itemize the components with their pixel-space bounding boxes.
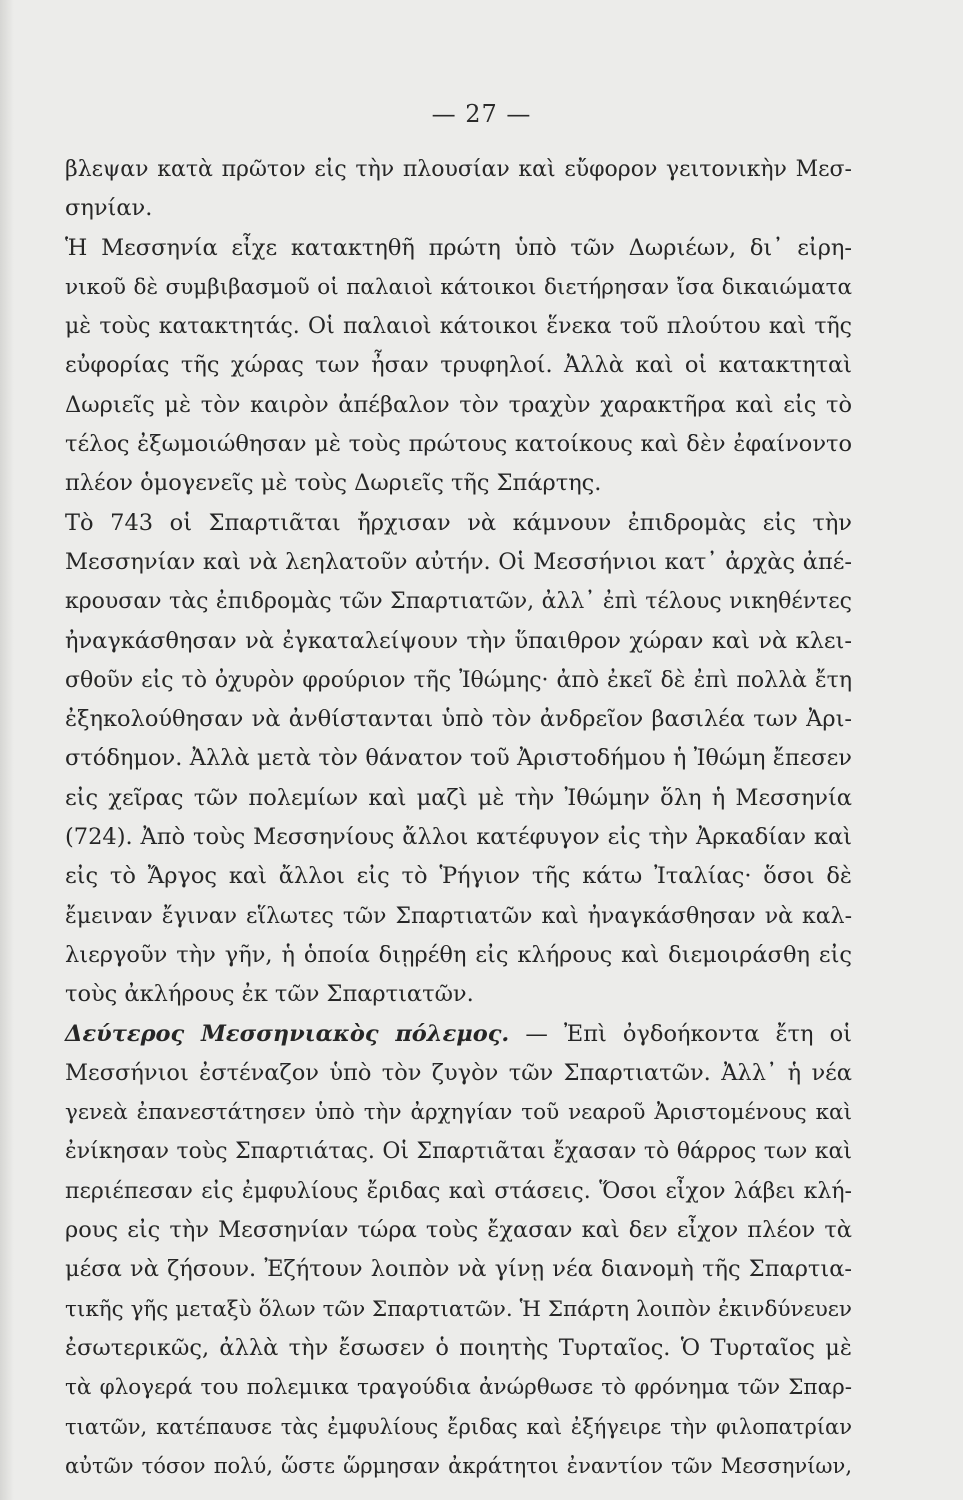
line-text: μέσα νὰ ζήσουν. Ἐζήτουν λοιπὸν νὰ γίνῃ νέα διανομὴ τῆς Σπαρτια- [65, 1256, 852, 1283]
body-text [65, 150, 852, 1486]
text-line [65, 1290, 852, 1329]
text-line [65, 1211, 852, 1250]
text-line [65, 936, 852, 975]
line-text: τὰ φλογερά του πολεμικα τραγούδια ἀνώρθωσε τὸ φρόνημα τῶν Σπαρ- [65, 1375, 852, 1401]
line-text: ἐνίκησαν τοὺς Σπαρτιάτας. Οἱ Σπαρτιᾶται ἔχασαν τὸ θάρρος των καὶ [65, 1139, 852, 1165]
line-text: βλεψαν κατὰ πρῶτον εἰς τὴν πλουσίαν καὶ εὔφορον γειτονικὴν Μεσ- [65, 157, 852, 182]
text-line [65, 543, 852, 582]
page-edge-shadow [0, 0, 14, 1500]
line-text: στόδημον. Ἀλλὰ μετὰ τὸν θάνατον τοῦ Ἀριστοδήμου ἡ Ἰθώμη ἔπεσεν [65, 745, 852, 772]
text-line [65, 268, 852, 307]
text-line [65, 622, 852, 661]
line-text: ἐσωτερικῶς, ἀλλὰ τὴν ἔσωσεν ὁ ποιητὴς Τυρταῖος. Ὁ Τυρταῖος μὲ [65, 1334, 852, 1361]
line-text: Ἡ Μεσσηνία εἶχε κατακτηθῆ πρώτη ὑπὸ τῶν Δωριέων, δι᾽ εἰρη- [65, 234, 852, 261]
text-line [65, 386, 852, 425]
text-line [65, 818, 852, 857]
line-text: σηνίαν. [65, 195, 153, 222]
line-text: ἔμειναν ἔγιναν εἵλωτες τῶν Σπαρτιατῶν καὶ ἠναγκάσθησαν νὰ καλ- [65, 903, 852, 929]
line-text: σθοῦν εἰς τὸ ὀχυρὸν φρούριον τῆς Ἰθώμης· ἀπὸ ἐκεῖ δὲ ἐπὶ πολλὰ ἔτη [65, 667, 852, 693]
text-line [65, 229, 852, 268]
line-text: μὲ τοὺς κατακτητάς. Οἱ παλαιοὶ κάτοικοι ἕνεκα τοῦ πλούτου καὶ τῆς [65, 314, 852, 340]
line-text: νικοῦ δὲ συμβιβασμοῦ οἱ παλαιοὶ κάτοικοι διετήρησαν ἴσα δικαιώματα [65, 274, 852, 300]
text-line [65, 1447, 852, 1486]
text-line [65, 1015, 852, 1054]
line-text: τοὺς ἀκλήρους ἐκ τῶν Σπαρτιατῶν. [65, 981, 474, 1008]
text-line [65, 661, 852, 700]
text-line [65, 779, 852, 818]
text-line [65, 582, 852, 621]
page-number: — 27 — [431, 100, 532, 128]
text-line [65, 1093, 852, 1132]
line-text: περιέπεσαν εἰς ἐμφυλίους ἔριδας καὶ στάσεις. Ὅσοι εἶχον λάβει κλή- [65, 1178, 852, 1204]
line-text: τέλος ἐξωμοιώθησαν μὲ τοὺς πρώτους κατοίκους καὶ δὲν ἐφαίνοντο [65, 431, 852, 458]
line-text: αὐτῶν τόσον πολύ, ὥστε ὥρμησαν ἀκράτητοι ἐναντίον τῶν Μεσσηνίων, [65, 1453, 852, 1478]
text-line [65, 857, 852, 896]
text-line [65, 1132, 852, 1171]
line-text: Δωριεῖς μὲ τὸν καιρὸν ἀπέβαλον τὸν τραχὺν χαρακτῆρα καὶ εἰς τὸ [65, 391, 852, 418]
line-text: εὐφορίας τῆς χώρας των ἦσαν τρυφηλοί. Ἀλλὰ καὶ οἱ κατακτηταὶ [65, 352, 852, 379]
section-heading: Δεύτερος Μεσσηνιακὸς πόλεμος. [65, 1020, 510, 1047]
text-line [65, 464, 852, 503]
line-text: ἠναγκάσθησαν νὰ ἐγκαταλείψουν τὴν ὕπαιθρον χώραν καὶ νὰ κλει- [65, 627, 852, 654]
text-line [65, 1250, 852, 1289]
text-line [65, 346, 852, 385]
line-text: Μεσσηνίαν καὶ νὰ λεηλατοῦν αὐτήν. Οἱ Μεσσήνιοι κατ᾽ ἀρχὰς ἀπέ- [65, 548, 852, 575]
line-text: γενεὰ ἐπανεστάτησεν ὑπὸ τὴν ἀρχηγίαν τοῦ νεαροῦ Ἀριστομένους καὶ [65, 1100, 852, 1126]
text-line [65, 897, 852, 936]
line-text: εἰς χεῖρας τῶν πολεμίων καὶ μαζὶ μὲ τὴν Ἰθώμην ὅλη ἡ Μεσσηνία [65, 784, 852, 811]
line-text: — Ἐπὶ ὀγδοήκοντα ἔτη οἱ [525, 1020, 852, 1047]
text-line [65, 1408, 852, 1447]
line-text: τικῆς γῆς μεταξὺ ὅλων τῶν Σπαρτιατῶν. Ἡ Σπάρτη λοιπὸν ἐκινδύνευεν [65, 1296, 852, 1322]
line-text: Μεσσήνιοι ἐστέναζον ὑπὸ τὸν ζυγὸν τῶν Σπαρτιατῶν. Ἀλλ᾽ ἡ νέα [65, 1059, 852, 1086]
text-line [65, 1172, 852, 1211]
text-line [65, 307, 852, 346]
line-text: ρους εἰς τὴν Μεσσηνίαν τώρα τοὺς ἔχασαν καὶ δεν εἶχον πλέον τὰ [65, 1217, 852, 1244]
text-line [65, 189, 852, 228]
text-line [65, 1054, 852, 1093]
line-text: εἰς τὸ Ἄργος καὶ ἄλλοι εἰς τὸ Ῥήγιον τῆς κάτω Ἰταλίας· ὅσοι δὲ [65, 863, 852, 890]
text-line [65, 150, 852, 189]
line-text: (724). Ἀπὸ τοὺς Μεσσηνίους ἄλλοι κατέφυγον εἰς τὴν Ἀρκαδίαν καὶ [65, 824, 852, 851]
text-line [65, 1368, 852, 1407]
text-line [65, 739, 852, 778]
text-line [65, 425, 852, 464]
line-text: λιεργοῦν τὴν γῆν, ἡ ὁποία διῃρέθη εἰς κλήρους καὶ διεμοιράσθη εἰς [65, 941, 852, 968]
text-line [65, 975, 852, 1014]
text-line [65, 700, 852, 739]
line-text: κρουσαν τὰς ἐπιδρομὰς τῶν Σπαρτιατῶν, ἀλλ᾽ ἐπὶ τέλους νικηθέντες [65, 589, 852, 615]
line-text: πλέον ὁμογενεῖς μὲ τοὺς Δωριεῖς τῆς Σπάρτης. [65, 470, 602, 497]
text-line [65, 504, 852, 543]
line-text: ἐξηκολούθησαν νὰ ἀνθίστανται ὑπὸ τὸν ἀνδρεῖον βασιλέα των Ἀρι- [65, 706, 852, 733]
line-text: Τὸ 743 οἱ Σπαρτιᾶται ἤρχισαν νὰ κάμνουν ἐπιδρομὰς εἰς τὴν [65, 509, 852, 536]
text-line [65, 1329, 852, 1368]
line-text: τιατῶν, κατέπαυσε τὰς ἐμφυλίους ἔριδας καὶ ἐξήγειρε τὴν φιλοπατρίαν [65, 1414, 852, 1439]
